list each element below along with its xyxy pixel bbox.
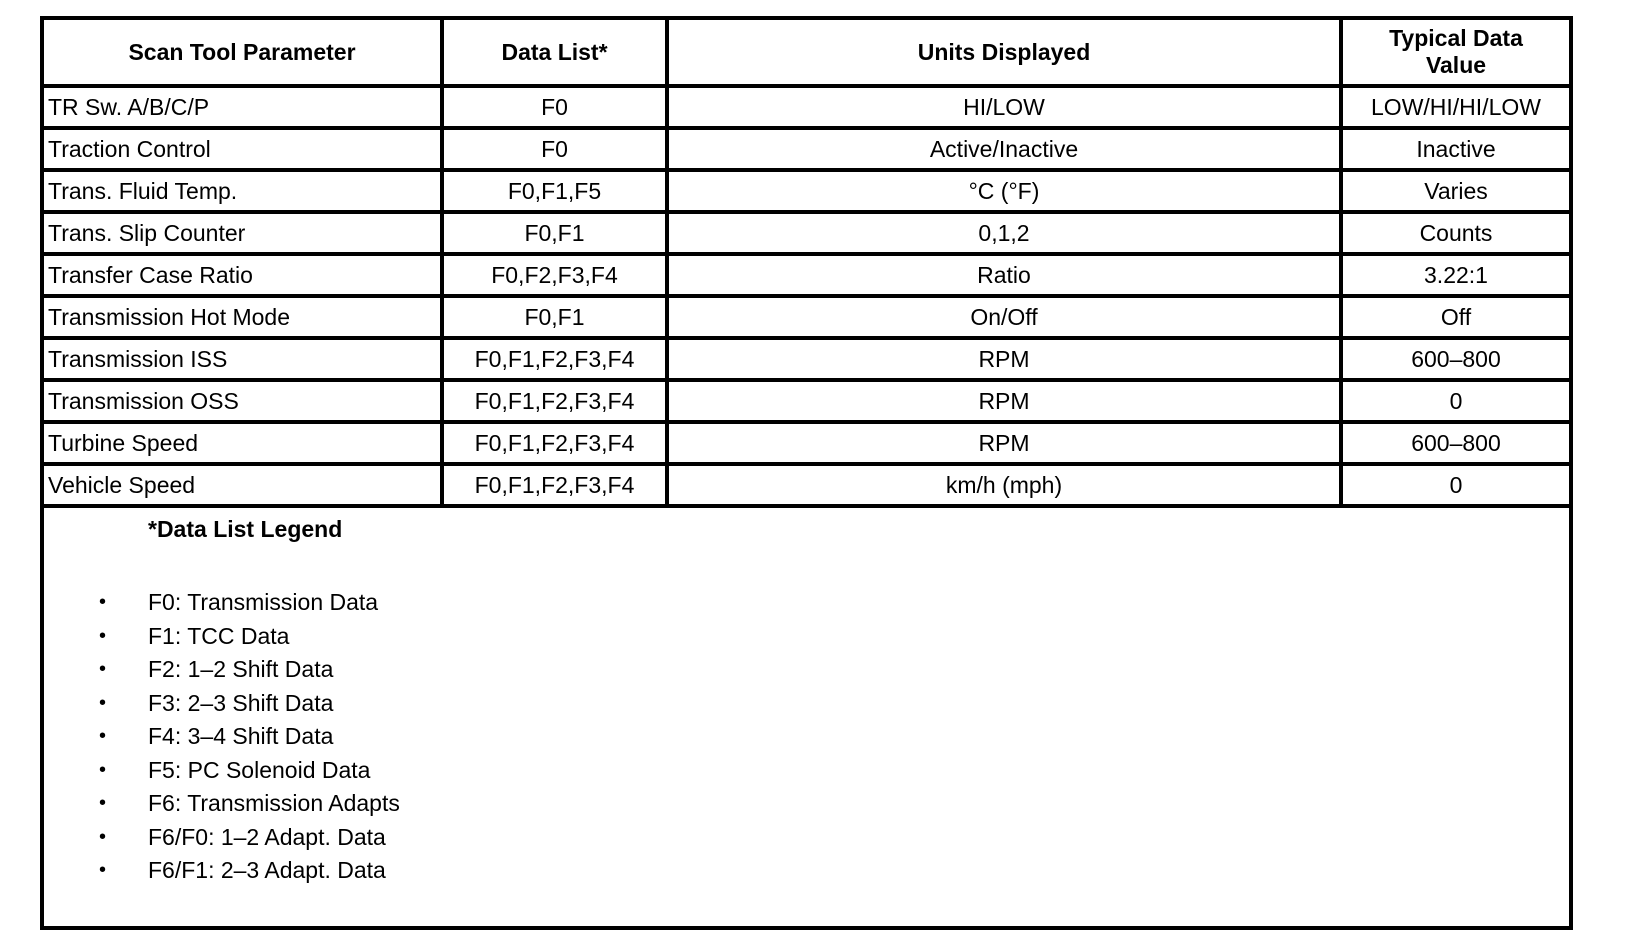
cell-data-list: F0,F1,F2,F3,F4 — [442, 338, 667, 380]
cell-parameter: Trans. Fluid Temp. — [44, 170, 442, 212]
cell-typical-value: 600–800 — [1341, 422, 1569, 464]
table-row — [44, 464, 1569, 506]
cell-parameter: Turbine Speed — [44, 422, 442, 464]
cell-parameter: Traction Control — [44, 128, 442, 170]
table-row — [44, 128, 1569, 170]
cell-data-list: F0,F1,F2,F3,F4 — [442, 380, 667, 422]
cell-parameter: Transmission ISS — [44, 338, 442, 380]
cell-units: On/Off — [667, 296, 1341, 338]
scan-tool-table — [44, 20, 1569, 508]
bullet-icon: • — [99, 792, 107, 814]
legend-item-text: F6: Transmission Adapts — [148, 790, 400, 816]
legend-item-text: F0: Transmission Data — [148, 589, 379, 615]
cell-typical-value: Inactive — [1341, 128, 1569, 170]
bullet-icon: • — [99, 825, 107, 848]
cell-data-list: F0,F1,F2,F3,F4 — [442, 464, 667, 506]
table-row — [44, 86, 1569, 128]
cell-typical-value: LOW/HI/HI/LOW — [1341, 86, 1569, 128]
header-data-list: Data List* — [442, 20, 667, 86]
cell-units: HI/LOW — [667, 86, 1341, 128]
cell-typical-value: 600–800 — [1341, 338, 1569, 380]
header-scan-tool-parameter: Scan Tool Parameter — [44, 20, 442, 86]
cell-data-list: F0,F1,F2,F3,F4 — [442, 422, 667, 464]
table-row — [44, 254, 1569, 296]
cell-units: km/h (mph) — [667, 464, 1341, 506]
table-header-row — [44, 20, 1569, 86]
cell-typical-value: 0 — [1341, 380, 1569, 422]
legend-item-text: F1: TCC Data — [148, 622, 290, 649]
cell-parameter: Transmission Hot Mode — [44, 296, 442, 338]
cell-units: 0,1,2 — [667, 212, 1341, 254]
legend-item-text: F2: 1–2 Shift Data — [148, 656, 334, 682]
bullet-icon: • — [99, 859, 107, 881]
bullet-icon: • — [99, 591, 107, 613]
cell-data-list: F0 — [442, 128, 667, 170]
cell-typical-value: 3.22:1 — [1341, 254, 1569, 296]
legend-item-text: F4: 3–4 Shift Data — [148, 723, 334, 749]
cell-data-list: F0,F2,F3,F4 — [442, 254, 667, 296]
header-typical-data-value: Typical Data Value — [1341, 20, 1569, 86]
cell-units: Active/Inactive — [667, 128, 1341, 170]
cell-units: RPM — [667, 338, 1341, 380]
cell-data-list: F0,F1 — [442, 212, 667, 254]
cell-typical-value: Varies — [1341, 170, 1569, 212]
bullet-icon: • — [99, 691, 107, 714]
cell-parameter: TR Sw. A/B/C/P — [44, 86, 442, 128]
data-list-legend — [44, 508, 1569, 908]
bullet-icon: • — [99, 758, 107, 781]
legend-item-text: F6/F1: 2–3 Adapt. Data — [148, 857, 386, 883]
cell-units: Ratio — [667, 254, 1341, 296]
cell-units: RPM — [667, 380, 1341, 422]
legend-item-text: F5: PC Solenoid Data — [148, 756, 371, 783]
bullet-icon: • — [99, 725, 107, 747]
document-frame — [40, 16, 1573, 930]
cell-units: RPM — [667, 422, 1341, 464]
legend-item-text: F3: 2–3 Shift Data — [148, 689, 334, 716]
legend-title: *Data List Legend — [148, 516, 343, 542]
table-row — [44, 338, 1569, 380]
bullet-icon: • — [99, 658, 107, 680]
table-row — [44, 380, 1569, 422]
cell-parameter: Transmission OSS — [44, 380, 442, 422]
cell-parameter: Trans. Slip Counter — [44, 212, 442, 254]
table-row — [44, 296, 1569, 338]
cell-typical-value: 0 — [1341, 464, 1569, 506]
bullet-icon: • — [99, 624, 107, 647]
header-units-displayed: Units Displayed — [667, 20, 1341, 86]
legend-item-text: F6/F0: 1–2 Adapt. Data — [148, 823, 386, 850]
table-row — [44, 212, 1569, 254]
cell-parameter: Vehicle Speed — [44, 464, 442, 506]
cell-typical-value: Off — [1341, 296, 1569, 338]
table-row — [44, 170, 1569, 212]
cell-typical-value: Counts — [1341, 212, 1569, 254]
cell-data-list: F0,F1 — [442, 296, 667, 338]
cell-data-list: F0 — [442, 86, 667, 128]
cell-data-list: F0,F1,F5 — [442, 170, 667, 212]
cell-units: °C (°F) — [667, 170, 1341, 212]
cell-parameter: Transfer Case Ratio — [44, 254, 442, 296]
table-row — [44, 422, 1569, 464]
